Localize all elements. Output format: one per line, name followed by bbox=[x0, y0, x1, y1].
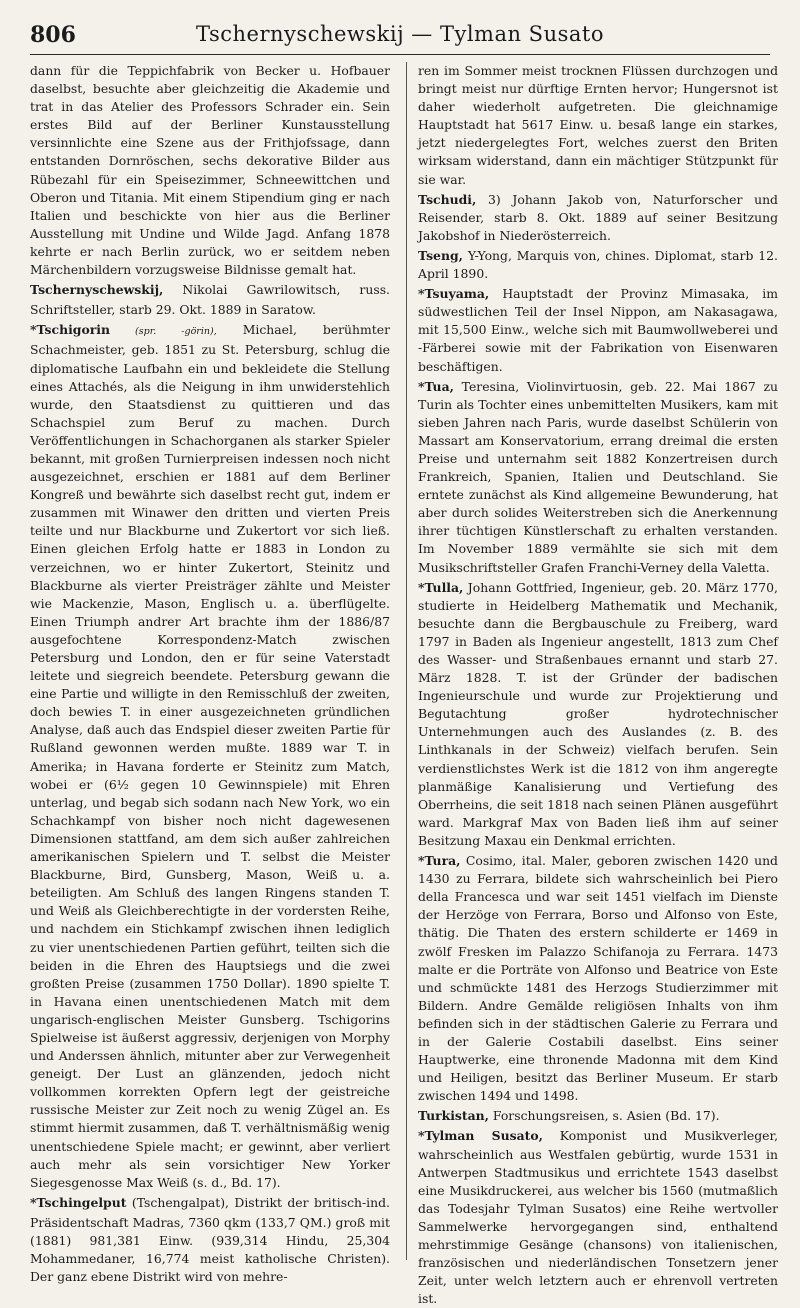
continuation-paragraph bbox=[418, 62, 778, 189]
entry-headword: *Tura, bbox=[418, 853, 461, 869]
entry-headword: *Tua, bbox=[418, 378, 454, 394]
entry-headword: *Tschigorin bbox=[30, 322, 110, 338]
entry-text: ren im Sommer meist trocknen Flüssen durchzogen und bringt meist nur dürftige Ernten hervor; Hungersnot ist daher wiederholt aufgetreten. Die gleichnamige Hauptstadt hat 5617 Einw. u. besaß lange ein starkes, jetzt niedergelegtes Fort, welches zuerst den Briten wirksam widerstand, dann ein mächtiger Stützpunkt für sie war. bbox=[418, 63, 778, 187]
entry-headword: Tschernyschewskij, bbox=[30, 282, 164, 298]
entry-tschingelput bbox=[30, 1194, 390, 1286]
right-column bbox=[418, 62, 779, 1307]
entry-headword: Turkistan, bbox=[418, 1108, 489, 1124]
entry-tschernyschewskij bbox=[30, 281, 390, 319]
running-head: Tschernyschewskij — Tylman Susato bbox=[196, 22, 604, 46]
entry-text: Y-Yong, Marquis von, chines. Diplomat, starb 12. April 1890. bbox=[418, 247, 778, 282]
header-rule bbox=[30, 54, 770, 55]
entry-headword: Tschudi, bbox=[418, 191, 477, 207]
entry-tylman-susato bbox=[418, 1127, 778, 1308]
entry-headword: Tseng, bbox=[418, 247, 463, 263]
entry-text: Teresina, Violinvirtuosin, geb. 22. Mai 1867 zu Turin als Tochter eines unbemittelten Musikers, kam mit sieben Jahren nach Paris, wurde daselbst Schülerin von Massart am Konservatorium, errang dreimal die ersten Preise und unternahm seit 1882 Konzertreisen durch Frankreich, Spanien, Italien und Deutschland. Sie erntete zunächst als Kind allgemeine Bewunderung, hat aber durch solides Weiterstreben sich die Anerkennung ihrer tüchtigen Künstlerschaft zu erhalten verstanden. Im November 1889 vermählte sie sich mit dem Musikschriftsteller Grafen Franchi-Verney della Valetta. bbox=[418, 378, 778, 575]
column-divider bbox=[406, 62, 407, 1260]
entry-text: Cosimo, ital. Maler, geboren zwischen 1420 und 1430 zu Ferrara, bildete sich wahrscheinlich bei Piero della Francesca und war seit 1451 vielfach im Dienste der Herzöge von Ferrara, Borso und Alfonso von Este, thätig. Die Thaten des erstern schilderte er 1469 in zwölf Fresken im Palazzo Schifanoja zu Ferrara. 1473 malte er die Porträte von Alfonso und Beatrice von Este und schmückte 1481 des Herzogs Studierzimmer mit Bildern. Andre Gemälde religiösen Inhalts von ihm befinden sich in der städtischen Galerie zu Ferrara und in der Galerie Costabili daselbst. Eins seiner Hauptwerke, eine thronende Madonna mit dem Kind und Heiligen, besitzt das Berliner Museum. Er starb zwischen 1494 und 1498. bbox=[418, 853, 778, 1104]
entry-turkistan bbox=[418, 1107, 778, 1125]
entry-headword: *Tulla, bbox=[418, 579, 464, 595]
entry-headword: *Tschingelput bbox=[30, 1194, 127, 1210]
entry-headword: *Tylman Susato, bbox=[418, 1128, 543, 1144]
entry-text: 3) Johann Jakob von, Naturforscher und Reisender, starb 8. Okt. 1889 auf seiner Besitzung Jakobshof in Niederösterreich. bbox=[418, 191, 778, 243]
entry-tschudi bbox=[418, 191, 778, 245]
entry-text: Michael, berühmter Schachmeister, geb. 1851 zu St. Petersburg, schlug die diplomatische Laufbahn ein und bekleidete die Stellung eines Attachés, als die Neigung in ihm unwiderstehlich wurde, den Staatsdienst zu quittieren und das Schachspiel zum Beruf zu machen. Durch Veröffentlichungen in Schachorganen als starker Spieler bekannt, mit großen Turnierpreisen indessen noch nicht ausgezeichnet, erschien er 1881 auf dem Berliner Kongreß und bewährte sich daselbst recht gut, indem er zusammen mit Winawer den dritten und vierten Preis teilte und nur Blackburne und Zukertort vor sich ließ. Einen gleichen Erfolg hatte er 1883 in London zu verzeichnen, wo er hinter Zukertort, Steinitz und Blackburne als vierter Preisträger zählte und Meister wie Mackenzie, Mason, Englisch u. a. überflügelte. Einen Triumph andrer Art brachte ihm der 1886/87 ausgefochtene Korrespondenz-Match zwischen Petersburg und London, den er für seine Vaterstadt leitete und siegreich beendete. Petersburg gewann die eine Partie und willigte in den Remisschluß der zweiten, doch bewies T. in einer ausgezeichneten gründlichen Analyse, daß auch das Endspiel dieser zweiten Partie für Rußland gewonnen werden mußte. 1889 war T. in Amerika; in Havana forderte er Steinitz zum Match, wobei er (6½ gegen 10 Gewinnspiele) mit Ehren unterlag, und begab sich sodann nach New York, wo ein Schachkampf von bisher noch nicht dagewesenen Dimensionen stattfand, am dem sich außer zahlreichen amerikanischen Spielern und T. selbst die Meister Blackburne, Bird, Gunsberg, Mason, Weiß u. a. beteiligten. Am Schluß des langen Ringens standen T. und Weiß als Gleichberechtigte in der vordersten Reihe, und nachdem ein Stichkampf zwischen ihnen lediglich zu vier unentschiedenen Partien geführt, teilten sich die beiden in die Ehren des Hauptsiegs und die zwei großten Preise (zusammen 1750 Dollar). 1890 spielte T. in Havana einen unentschiedenen Match mit dem ungarisch-englischen Meister Gunsberg. Tschigorins Spielweise ist äußerst aggressiv, derjenigen von Morphy und Anderssen ähnlich, mitunter aber zur Verwegenheit geneigt. Der Lust an glänzenden, jedoch nicht vollkommen korrekten Opfern legt der geistreiche russische Meister zur Zeit noch zu wenig Zügel an. Es stimmt hiermit zusammen, daß T. verhältnismäßig wenig unentschiedene Spiele macht; er gewinnt, aber verliert auch mehr als sein vorsichtiger New Yorker Siegesgenosse Max Weiß (s. d., Bd. 17). bbox=[30, 322, 390, 1190]
continuation-paragraph bbox=[30, 62, 390, 279]
entry-pronunciation: (spr. -görin), bbox=[109, 326, 217, 338]
entry-tura bbox=[418, 852, 778, 1105]
entry-tschigorin bbox=[30, 321, 390, 1192]
entry-tua bbox=[418, 378, 778, 577]
page-number: 806 bbox=[30, 22, 76, 48]
entry-text: Johann Gottfried, Ingenieur, geb. 20. März 1770, studierte in Heidelberg Mathematik und Mechanik, besuchte dann die Bergbauschule zu Freiberg, ward 1797 in Baden als Ingenieur angestellt, 1813 zum Chef des Wasser- und Straßenbaues ernannt und starb 27. März 1828. T. ist der Gründer der badischen Ingenieurschule und wurde zur Projektierung und Begutachtung großer hydrotechnischer Unternehmungen auch des Auslandes (z. B. des Linthkanals in der Schweiz) vielfach berufen. Sein verdienstlichstes Werk ist die 1812 von ihm angeregte planmäßige Kanalisierung und Vertiefung des Oberrheins, die seit 1818 nach seinen Plänen ausgeführt ward. Markgraf Max von Baden ließ ihm auf seiner Besitzung Maxau ein Denkmal errichten. bbox=[418, 579, 778, 848]
entry-text: Nikolai Gawrilowitsch, russ. Schriftsteller, starb 29. Okt. 1889 in Saratow. bbox=[30, 282, 390, 318]
entry-tsuyama bbox=[418, 285, 778, 375]
entry-text: dann für die Teppichfabrik von Becker u. Hofbauer daselbst, besuchte aber gleichzeitig die Akademie und trat in das Atelier des Professors Schrader ein. Sein erstes Bild auf der Berliner Kunstausstellung versinnlichte eine Szene aus der Frithjofssage, dann entstanden Dornröschen, sechs dekorative Bilder aus Rübezahl für ein Speisezimmer, Schneewittchen und Oberon und Titania. Mit einem Stipendium ging er nach Italien und beschickte von hier aus die Berliner Ausstellung mit Undine und Wilde Jagd. Anfang 1878 kehrte er nach Berlin zurück, wo er seitdem neben Märchenbildern vorzugsweise Bildnisse gemalt hat. bbox=[30, 63, 390, 278]
left-column bbox=[30, 62, 390, 1285]
entry-tulla bbox=[418, 579, 778, 850]
entry-headword: *Tsuyama, bbox=[418, 286, 490, 302]
page-header bbox=[30, 16, 770, 48]
entry-tseng bbox=[418, 247, 778, 283]
entry-text: Komponist und Musikverleger, wahrscheinlich aus Westfalen gebürtig, wurde 1531 in Antwerpen Stadtmusikus und errichtete 1543 daselbst eine Musikdruckerei, aus welcher bis 1560 (mutmaßlich das Todesjahr Tylman Susatos) eine Reihe wertvoller Sammelwerke hervorgegangen sind, enthaltend mehrstimmige Gesänge (chansons) von italienischen, französischen und niederländischen Tonsetzern jener Zeit, unter welch letztern auch er ehrenvoll vertreten ist. bbox=[418, 1128, 779, 1307]
entry-text: (Tschengalpat), Distrikt der britisch-ind. Präsidentschaft Madras, 7360 qkm (133,7 QM.) groß mit (1881) 981,381 Einw. (939,314 Hindu, 25,304 Mohammedaner, 16,774 meist katholische Christen). Der ganz ebene Distrikt wird von mehre- bbox=[30, 1194, 390, 1285]
entry-text: Forschungsreisen, s. Asien (Bd. 17). bbox=[488, 1108, 720, 1124]
entry-text: Hauptstadt der Provinz Mimasaka, im südwestlichen Teil der Insel Nippon, am Nakasagawa, mit 15,500 Einw., welche sich mit Baumwollweberei und -Färberei sowie mit der Fabrikation von Eisenwaren beschäftigen. bbox=[418, 286, 778, 374]
